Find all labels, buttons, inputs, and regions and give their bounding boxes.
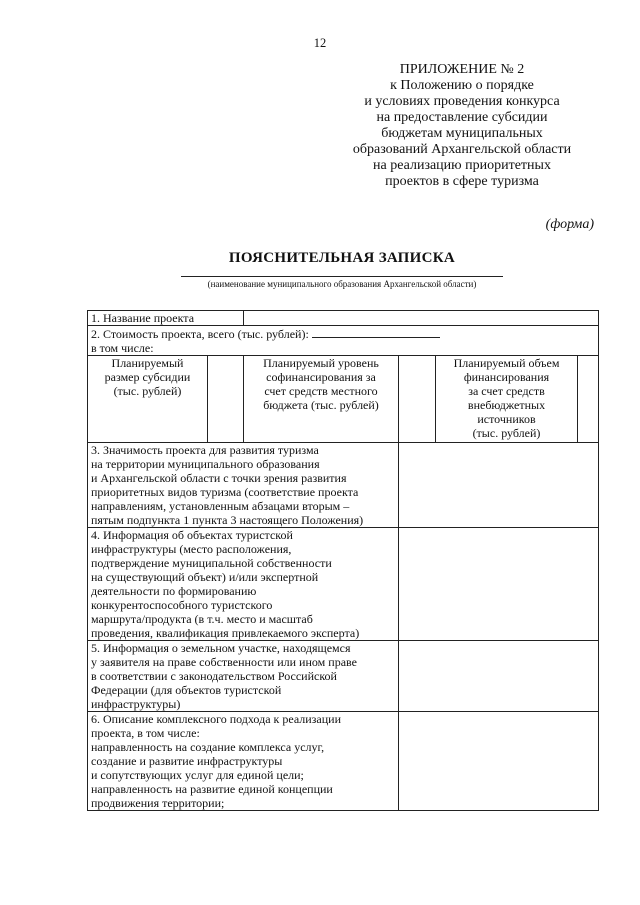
appendix-block (332, 62, 592, 190)
project-cost-label: 2. Стоимость проекта, всего (тыс. рублей): (91, 327, 309, 341)
including-label: в том числе: (91, 341, 154, 355)
project-cost-cell (88, 326, 599, 356)
extrabudget-header: Планируемый объем финансирования за счет средств внебюджетных источников (тыс. рублей) (436, 356, 578, 443)
project-name-label: 1. Название проекта (88, 311, 244, 326)
table-row-financing (88, 356, 599, 443)
infrastructure-label: 4. Информация об объектах туристской инфраструктуры (место расположения, подтверждение муниципальной собственности на существующий объект) и/или экспертной деятельности по формированию конкурентоспособного туристского маршрута/продукта (в т.ч. место и масштаб проведения, квалификация привлекаемого эксперта) (88, 528, 399, 641)
page-number: 12 (313, 36, 327, 50)
cofinancing-header: Планируемый уровень софинансирования за счет средств местного бюджета (тыс. рублей) (244, 356, 399, 443)
complex-approach-label: 6. Описание комплексного подхода к реализации проекта, в том числе: направленность на создание комплекса услуг, создание и развитие инфраструктуры и сопутствующих услуг для единой цели; направленность на развитие единой концепции продвижения территории; (88, 712, 399, 811)
municipality-caption: (наименование муниципального образования Архангельской области) (207, 279, 477, 289)
appendix-line: на реализацию приоритетных (373, 158, 551, 173)
table-row-project-name (88, 311, 599, 326)
table-row-complex-approach (88, 712, 599, 811)
explanatory-note-table (87, 310, 599, 811)
appendix-line: проектов в сфере туризма (385, 174, 539, 189)
table-row-significance (88, 443, 599, 528)
project-cost-input-line[interactable] (312, 326, 440, 338)
land-plot-value-cell[interactable] (399, 641, 599, 712)
table-row-infrastructure (88, 528, 599, 641)
cofinancing-value[interactable] (399, 356, 436, 443)
project-name-value-cell[interactable] (244, 311, 599, 326)
document-title: ПОЯСНИТЕЛЬНАЯ ЗАПИСКА (228, 250, 456, 266)
appendix-line: бюджетам муниципальных (381, 126, 543, 141)
planned-subsidy-header: Планируемый размер субсидии (тыс. рублей) (88, 356, 208, 443)
appendix-title: ПРИЛОЖЕНИЕ № 2 (399, 62, 525, 77)
appendix-line: и условиях проведения конкурса (364, 94, 560, 109)
municipality-name-line[interactable] (181, 276, 503, 277)
appendix-line: на предоставление субсидии (376, 110, 548, 125)
land-plot-label: 5. Информация о земельном участке, находящемся у заявителя на праве собственности или ином праве в соответствии с законодательством Российской Федерации (для объектов туристской инфраструктуры) (88, 641, 399, 712)
appendix-line: к Положению о порядке (390, 78, 534, 93)
infrastructure-value-cell[interactable] (399, 528, 599, 641)
table-row-project-cost (88, 326, 599, 356)
form-label: (форма) (545, 217, 594, 232)
planned-subsidy-value[interactable] (208, 356, 244, 443)
complex-approach-value-cell[interactable] (399, 712, 599, 811)
table-row-land-plot (88, 641, 599, 712)
significance-label: 3. Значимость проекта для развития туризма на территории муниципального образования и Архангельской области с точки зрения развития приоритетных видов туризма (соответствие проекта направлениям, установленным абзацами вторым – пятым подпункта 1 пункта 3 настоящего Положения) (88, 443, 399, 528)
significance-value-cell[interactable] (399, 443, 599, 528)
appendix-line: образований Архангельской области (352, 142, 572, 157)
extrabudget-value[interactable] (578, 356, 599, 443)
